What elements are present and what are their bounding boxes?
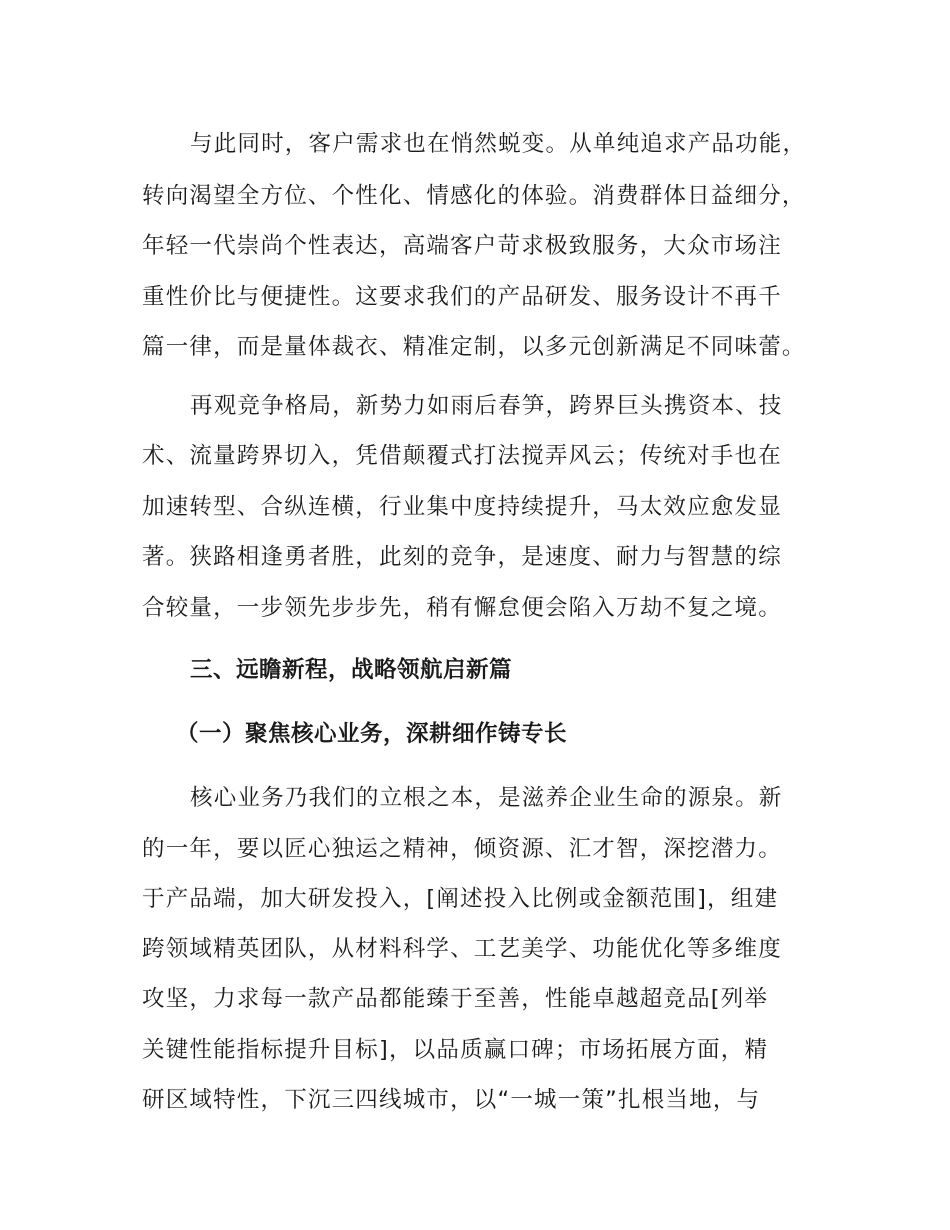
text-line: 研区域特性，下沉三四线城市，以“一城一策”扎根当地，与 bbox=[142, 1087, 761, 1113]
text-line: 年轻一代崇尚个性表达，高端客户苛求极致服务，大众市场注 bbox=[142, 233, 782, 259]
text-line: 攻坚，力求每一款产品都能臻于至善，性能卓越超竞品[列举 bbox=[142, 986, 769, 1012]
text-line: 的一年，要以匠心独运之精神，倾资源、汇才智，深挖潜力。 bbox=[142, 836, 782, 862]
text-line: 与此同时，客户需求也在悄然蜕变。从单纯追求产品功能， bbox=[190, 131, 807, 157]
text-line: 篇一律，而是量体裁衣、精准定制，以多元创新满足不同味蕾。 bbox=[142, 334, 806, 360]
text-line: 合较量，一步领先步步先，稍有懈怠便会陷入万劫不复之境。 bbox=[142, 595, 782, 621]
text-line: 重性价比与便捷性。这要求我们的产品研发、服务设计不再千 bbox=[142, 284, 782, 310]
text-line: 关键性能指标提升目标]，以品质赢口碑；市场拓展方面，精 bbox=[142, 1037, 769, 1063]
text-line: 于产品端，加大研发投入，[阐述投入比例或金额范围]，组建 bbox=[142, 886, 779, 912]
text-line: 术、流量跨界切入，凭借颠覆式打法搅弄风云；传统对手也在 bbox=[142, 443, 782, 469]
subsection-heading: （一）聚焦核心业务，深耕细作铸专长 bbox=[176, 721, 568, 747]
text-line: 跨领域精英团队，从材料科学、工艺美学、功能优化等多维度 bbox=[142, 936, 782, 962]
text-line: 核心业务乃我们的立根之本，是滋养企业生命的源泉。新 bbox=[190, 785, 783, 811]
text-line: 再观竞争格局，新势力如雨后春笋，跨界巨头携资本、技 bbox=[190, 393, 783, 419]
section-heading: 三、远瞻新程，战略领航启新篇 bbox=[190, 657, 513, 683]
text-line: 著。狭路相逢勇者胜，此刻的竞争，是速度、耐力与智慧的综 bbox=[142, 544, 782, 570]
text-line: 转向渴望全方位、个性化、情感化的体验。消费群体日益细分， bbox=[142, 183, 806, 209]
text-line: 加速转型、合纵连横，行业集中度持续提升，马太效应愈发显 bbox=[142, 494, 782, 520]
